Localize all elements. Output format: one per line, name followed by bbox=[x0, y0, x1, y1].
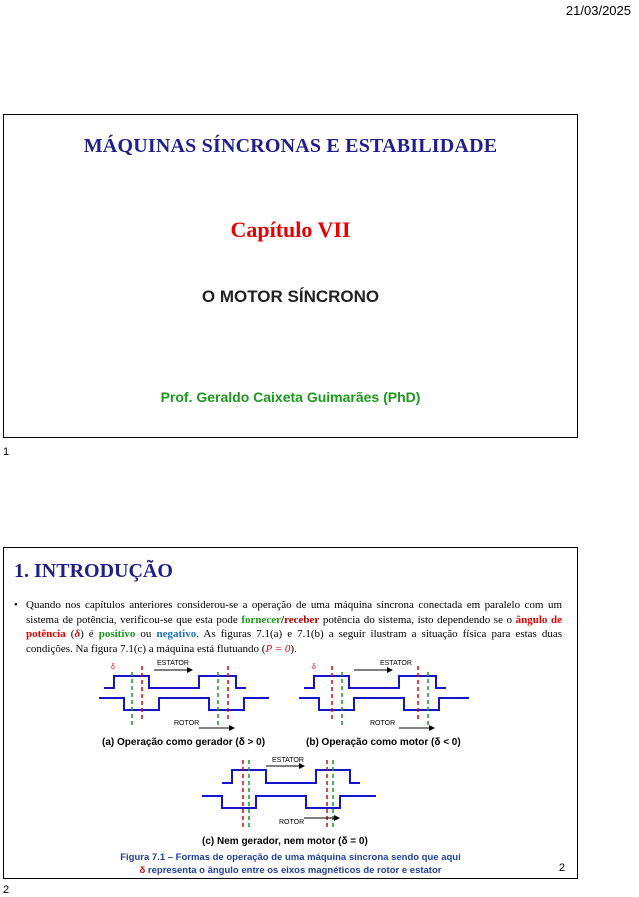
panel-b bbox=[299, 660, 469, 748]
caption-line-2: representa o ângulo entre os eixos magnéticos de rotor e estator bbox=[145, 865, 442, 876]
rotor-wave bbox=[299, 698, 469, 710]
panel-c bbox=[202, 757, 376, 847]
slide-title: MÁQUINAS SÍNCRONAS E ESTABILIDADE bbox=[83, 135, 498, 157]
bullet-icon: • bbox=[14, 599, 18, 611]
text-run: Quando nos capítulos anteriores considerou-se a operação de uma máquina síncrona conectada em paralelo com um sistema de potência, verificou-se que esta pode bbox=[26, 599, 562, 626]
slide-number: 2 bbox=[558, 862, 565, 874]
delta-label: δ bbox=[312, 664, 316, 671]
text-run: . As figuras 7.1(a) e 7.1(b) a seguir ilustram a situação física para estas duas condições. Na figura 7.1(c) a máquina está flutuando ( bbox=[26, 628, 563, 655]
rotor-label: ROTOR bbox=[279, 819, 305, 826]
text-run: / bbox=[281, 613, 285, 626]
rotor-label: ROTOR bbox=[174, 720, 200, 727]
stator-wave bbox=[104, 676, 246, 688]
author: Prof. Geraldo Caixeta Guimarães (PhD) bbox=[160, 389, 421, 405]
caption-c: (c) Nem gerador, nem motor (δ = 0) bbox=[202, 836, 368, 847]
figure-caption bbox=[4, 851, 577, 877]
caption-delta: δ bbox=[139, 865, 146, 876]
term-negativo: negativo bbox=[156, 628, 197, 640]
term-delta: δ bbox=[74, 628, 81, 640]
chapter-subtitle: O MOTOR SÍNCRONO bbox=[201, 287, 380, 306]
text-run: ). bbox=[290, 642, 297, 655]
print-date: 21/03/2025 bbox=[565, 3, 631, 18]
estator-label: ESTATOR bbox=[272, 757, 304, 764]
delta-label: δ bbox=[111, 664, 115, 671]
term-receber: receber bbox=[284, 613, 320, 626]
rotor-label: ROTOR bbox=[370, 720, 396, 727]
slide-2 bbox=[3, 547, 578, 879]
estator-label: ESTATOR bbox=[380, 660, 412, 667]
chapter-title: Capítulo VII bbox=[230, 217, 351, 242]
text-run: ou bbox=[135, 628, 157, 640]
rotor-wave bbox=[202, 796, 376, 808]
text-run: potência do sistema, isto dependendo se o bbox=[319, 613, 516, 626]
term-angulo: ângulo de potência bbox=[26, 613, 562, 640]
term-p-zero: P = 0 bbox=[265, 642, 291, 655]
term-fornecer: fornecer bbox=[241, 613, 282, 626]
figure-7-1 bbox=[4, 548, 577, 878]
page-number-1: 1 bbox=[3, 446, 10, 458]
rotor-wave bbox=[99, 698, 269, 710]
slide-1 bbox=[3, 114, 578, 438]
page-number-2: 2 bbox=[3, 884, 10, 896]
caption-line-1: Figura 7.1 – Formas de operação de uma máquina síncrona sendo que aqui bbox=[120, 852, 461, 863]
text-run: ) é bbox=[80, 628, 99, 640]
stator-wave bbox=[304, 676, 446, 688]
caption-a: (a) Operação como gerador (δ > 0) bbox=[102, 737, 266, 748]
caption-b: (b) Operação como motor (δ < 0) bbox=[306, 737, 461, 748]
section-heading: 1. INTRODUÇÃO bbox=[14, 560, 173, 582]
term-positivo: positivo bbox=[98, 628, 136, 640]
text-run: ( bbox=[65, 628, 75, 640]
estator-label: ESTATOR bbox=[157, 660, 189, 667]
panel-a bbox=[99, 660, 269, 748]
